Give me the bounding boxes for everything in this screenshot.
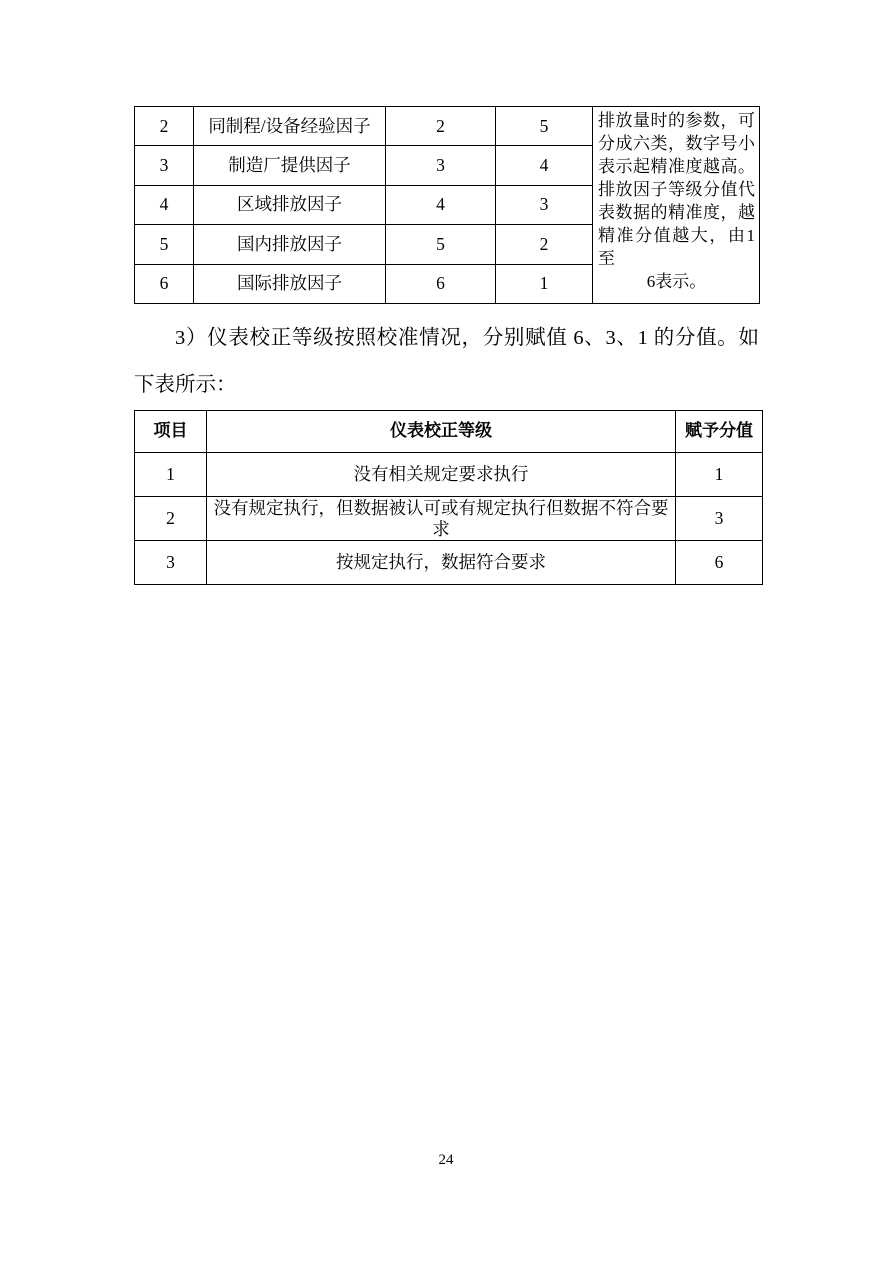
- cell-desc: 没有规定执行，但数据被认可或有规定执行但数据不符合要求: [207, 497, 676, 541]
- body-paragraph: [134, 315, 759, 409]
- cell-item-no: 5: [135, 225, 194, 264]
- cell-grade: 2: [386, 107, 496, 146]
- table-row: [135, 453, 763, 497]
- cell-score: 2: [496, 225, 593, 264]
- cell-score: 6: [676, 541, 763, 585]
- table-row: [135, 541, 763, 585]
- cell-score: 3: [676, 497, 763, 541]
- cell-factor-name: 同制程/设备经验因子: [194, 107, 386, 146]
- cell-item-no: 2: [135, 107, 194, 146]
- cell-item-no: 3: [135, 541, 207, 585]
- cell-desc: 没有相关规定要求执行: [207, 453, 676, 497]
- cell-factor-name: 区域排放因子: [194, 185, 386, 224]
- cell-grade: 4: [386, 185, 496, 224]
- note-line: 表数据的精准度，越: [598, 203, 755, 222]
- cell-factor-name: 国际排放因子: [194, 264, 386, 303]
- cell-item-no: 4: [135, 185, 194, 224]
- cell-score: 3: [496, 185, 593, 224]
- cell-grade: 3: [386, 146, 496, 185]
- note-line: 分成六类，数字号小: [598, 134, 755, 153]
- note-line: 排放因子等级分值代: [598, 180, 755, 199]
- paragraph-line: 下表所示：: [134, 374, 237, 396]
- cell-score: 1: [676, 453, 763, 497]
- cell-grade: 6: [386, 264, 496, 303]
- cell-score: 5: [496, 107, 593, 146]
- cell-factor-name: 国内排放因子: [194, 225, 386, 264]
- cell-score: 1: [496, 264, 593, 303]
- table-row: [135, 497, 763, 541]
- table-row: [135, 107, 760, 146]
- table-header-row: [135, 411, 763, 453]
- calibration-grade-table: [134, 410, 763, 585]
- cell-factor-name: 制造厂提供因子: [194, 146, 386, 185]
- note-line: 6表示。: [646, 272, 707, 291]
- note-cell: [593, 107, 760, 304]
- cell-grade: 5: [386, 225, 496, 264]
- page-number: 24: [438, 1152, 454, 1168]
- note-line: 精准分值越大，由1至: [598, 226, 755, 268]
- header-score: 赋予分值: [676, 411, 763, 453]
- header-item: 项目: [135, 411, 207, 453]
- cell-score: 4: [496, 146, 593, 185]
- cell-item-no: 2: [135, 497, 207, 541]
- cell-desc: 按规定执行，数据符合要求: [207, 541, 676, 585]
- cell-item-no: 6: [135, 264, 194, 303]
- note-line: 排放量时的参数，可: [598, 111, 755, 130]
- header-grade: 仪表校正等级: [207, 411, 676, 453]
- cell-item-no: 1: [135, 453, 207, 497]
- note-line: 表示起精准度越高。: [598, 157, 755, 176]
- cell-item-no: 3: [135, 146, 194, 185]
- emission-factor-table: [134, 106, 760, 304]
- paragraph-line: 3）仪表校正等级按照校准情况，分别赋值 6、3、1 的分值。如: [175, 327, 759, 349]
